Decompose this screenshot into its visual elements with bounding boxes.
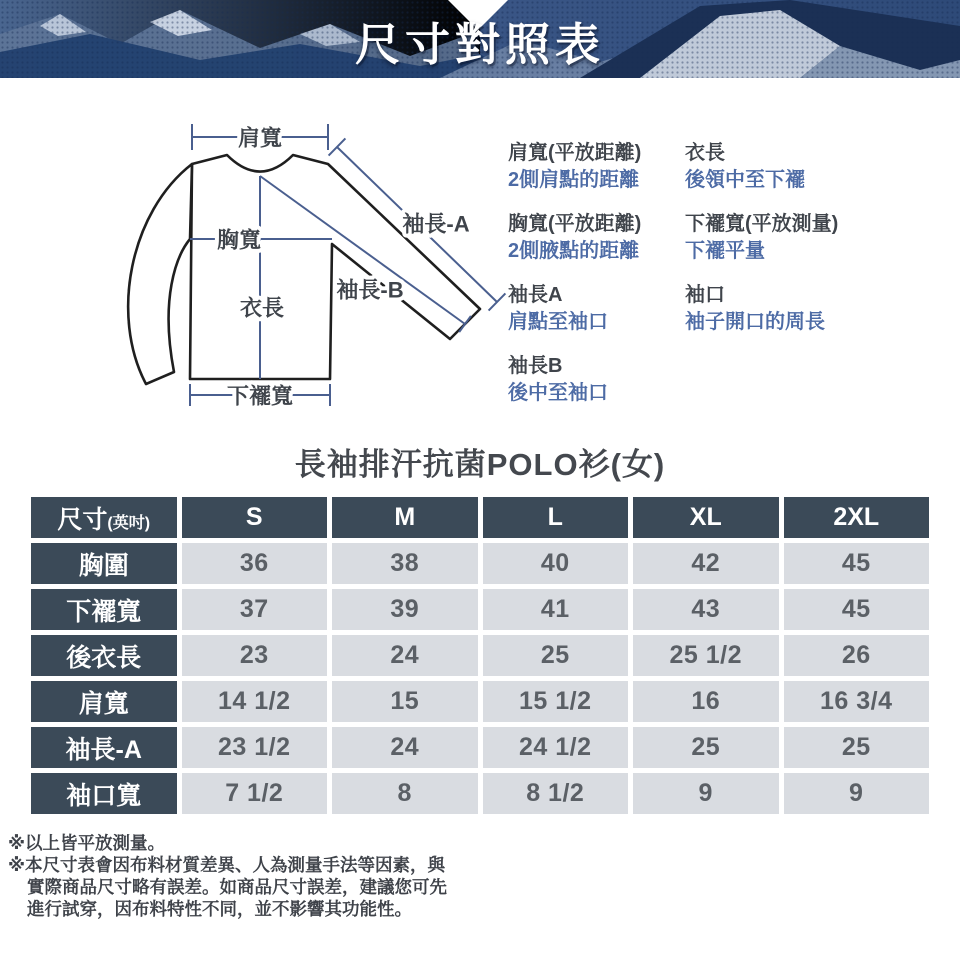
legend-definition: 肩點至袖口 [508,311,608,333]
size-cell: 45 [784,589,930,630]
unit-header-main: 尺寸 [57,505,108,534]
size-cell: 24 1/2 [483,727,629,768]
size-cell: 7 1/2 [182,773,328,814]
sleeve-a-label: 袖長-A [402,211,470,237]
column-header-2xl: 2XL [784,497,930,538]
hem-label: 下襬寬 [226,383,294,409]
table-row [31,773,929,814]
table-row [31,727,929,768]
size-cell: 9 [633,773,779,814]
table-row [31,681,929,722]
shirt-diagram [60,94,520,439]
size-cell: 25 [784,727,930,768]
legend-definition: 後中至袖口 [508,382,608,404]
shirt-body-outline [190,155,480,379]
product-title: 長袖排汗抗菌POLO衫(女) [294,447,666,482]
row-label: 肩寬 [31,681,177,722]
measurement-diagram-section [0,78,960,430]
size-cell: 41 [483,589,629,630]
column-header-xl: XL [633,497,779,538]
column-header-s: S [182,497,328,538]
legend-term: 袖口 [685,284,725,306]
legend-term: 袖長B [508,355,563,377]
legend-item-sleeve-a [508,284,685,334]
size-cell: 15 [332,681,478,722]
legend-column-1 [508,142,685,426]
legend-item-hem [685,213,955,263]
legend-item-shoulder [508,142,685,192]
size-cell: 36 [182,543,328,584]
size-cell: 8 [332,773,478,814]
legend-column-2 [685,142,955,426]
chest-label: 胸寬 [216,227,262,253]
legend-definition: 後領中至下襬 [685,169,805,191]
table-row [31,635,929,676]
size-cell: 25 1/2 [633,635,779,676]
size-cell: 40 [483,543,629,584]
size-cell: 43 [633,589,779,630]
size-cell: 16 [633,681,779,722]
body-length-label: 衣長 [239,295,285,321]
column-header-l: L [483,497,629,538]
legend-item-sleeve-b [508,355,685,405]
size-cell: 9 [784,773,930,814]
size-cell: 45 [784,543,930,584]
unit-header-sub: (英吋) [107,514,151,532]
size-cell: 23 1/2 [182,727,328,768]
legend-term: 袖長A [508,284,563,306]
size-cell: 38 [332,543,478,584]
legend-term: 衣長 [685,142,725,164]
footnote-line: ※本尺寸表會因布料材質差異、人為測量手法等因素，與 [8,855,446,875]
legend-term: 下襬寬(平放測量) [685,213,839,235]
measurement-legend [508,142,955,426]
legend-definition: 下襬平量 [685,240,765,262]
legend-item-cuff [685,284,955,334]
size-cell: 15 1/2 [483,681,629,722]
row-label: 袖長-A [31,727,177,768]
page-title: 尺寸對照表 [354,19,605,70]
header-banner [0,0,960,78]
footnote-line: 實際商品尺寸略有誤差。如商品尺寸誤差，建議您可先 [27,877,447,897]
size-cell: 14 1/2 [182,681,328,722]
legend-term: 胸寬(平放距離) [508,213,642,235]
legend-definition: 2側肩點的距離 [508,169,640,191]
size-cell: 16 3/4 [784,681,930,722]
unit-header-cell [31,497,177,538]
size-cell: 25 [483,635,629,676]
row-label: 後衣長 [31,635,177,676]
table-row [31,589,929,630]
footnote-line: ※以上皆平放測量。 [8,833,166,853]
size-cell: 42 [633,543,779,584]
size-cell: 23 [182,635,328,676]
row-label: 袖口寬 [31,773,177,814]
sleeve-b-label: 袖長-B [336,277,404,303]
size-cell: 24 [332,635,478,676]
size-cell: 39 [332,589,478,630]
size-cell: 26 [784,635,930,676]
legend-item-chest [508,213,685,263]
size-cell: 25 [633,727,779,768]
row-label: 胸圍 [31,543,177,584]
legend-definition: 2側腋點的距離 [508,240,640,262]
row-label: 下襬寬 [31,589,177,630]
legend-term: 肩寬(平放距離) [508,142,642,164]
size-chart-table [26,492,934,819]
footnotes [8,832,960,920]
legend-item-body-length [685,142,955,192]
shoulder-label: 肩寬 [237,125,283,151]
column-header-m: M [332,497,478,538]
table-header-row [31,497,929,538]
legend-definition: 袖子開口的周長 [685,311,825,333]
footnote-line: 進行試穿，因布料特性不同，並不影響其功能性。 [27,899,412,919]
table-row [31,543,929,584]
size-cell: 24 [332,727,478,768]
shirt-left-sleeve-outline [128,164,192,384]
size-cell: 8 1/2 [483,773,629,814]
size-cell: 37 [182,589,328,630]
